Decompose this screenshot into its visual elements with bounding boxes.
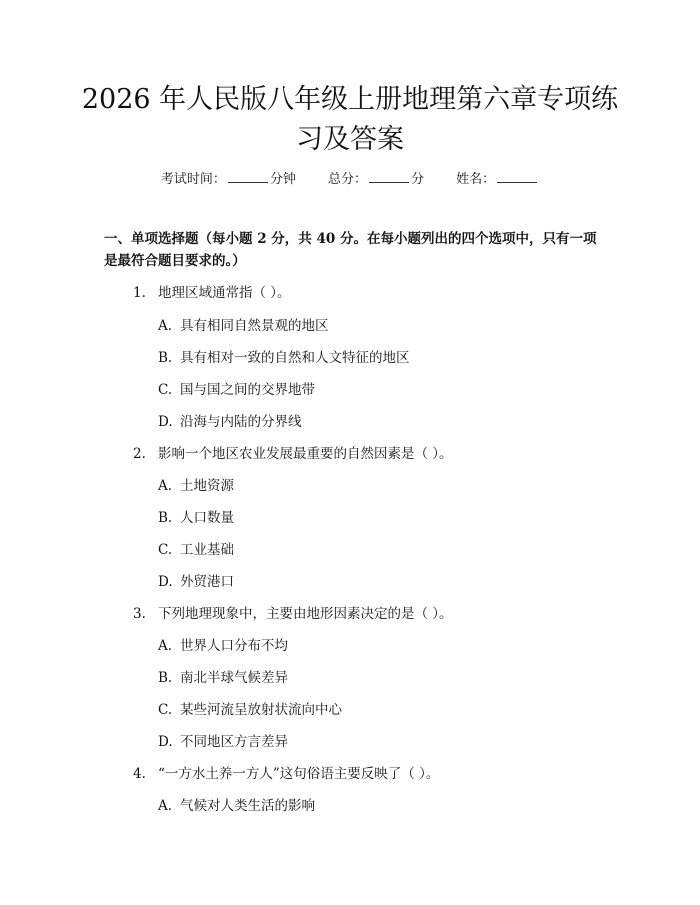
option-text: 某些河流呈放射状流向中心 — [180, 702, 342, 718]
option-letter: C. — [158, 382, 173, 398]
answer-option — [158, 794, 598, 814]
option-text: 外贸港口 — [180, 574, 234, 590]
answer-option — [158, 314, 598, 334]
option-letter: C. — [158, 542, 173, 558]
exam-time-unit: 分钟 — [269, 172, 296, 187]
option-letter: B. — [158, 670, 173, 686]
total-score-label: 总分： — [327, 172, 367, 187]
answer-option — [158, 666, 598, 686]
option-text: 国与国之间的交界地带 — [180, 382, 315, 398]
option-letter: C. — [158, 702, 173, 718]
option-text: 世界人口分布不均 — [180, 638, 288, 654]
question-number: 3. — [133, 606, 146, 622]
exam-info-line — [0, 168, 700, 187]
option-letter: A. — [158, 798, 173, 814]
option-letter: D. — [158, 574, 173, 590]
option-text: 土地资源 — [180, 478, 234, 494]
option-text: 具有相同自然景观的地区 — [180, 318, 329, 334]
question-item — [133, 442, 603, 462]
option-letter: D. — [158, 734, 173, 750]
option-text: 不同地区方言差异 — [180, 734, 288, 750]
answer-option — [158, 474, 598, 494]
answer-option — [158, 410, 598, 430]
answer-option — [158, 378, 598, 398]
student-name-field — [456, 172, 539, 187]
section-heading: 一、单项选择题（每小题 2 分，共 40 分。在每小题列出的四个选项中，只有一项是最符合题目要求的。） — [104, 231, 597, 269]
total-score-unit: 分 — [411, 172, 425, 187]
question-text: 影响一个地区农业发展最重要的自然因素是（ ）。 — [158, 446, 453, 462]
question-text: “一方水土养一方人”这句俗语主要反映了（ ）。 — [158, 766, 440, 782]
option-letter: A. — [158, 318, 173, 334]
question-text: 地理区域通常指（ ）。 — [158, 285, 291, 301]
answer-option — [158, 506, 598, 526]
total-score-field — [328, 172, 424, 187]
student-name-label: 姓名： — [456, 172, 496, 187]
question-number: 1. — [133, 285, 146, 301]
answer-option — [158, 698, 598, 718]
option-text: 人口数量 — [180, 510, 234, 526]
option-text: 具有相对一致的自然和人文特征的地区 — [180, 350, 410, 366]
question-item — [133, 762, 603, 782]
option-text: 南北半球气候差异 — [180, 670, 288, 686]
student-name-blank — [497, 170, 537, 183]
option-text: 沿海与内陆的分界线 — [180, 414, 302, 430]
option-text: 气候对人类生活的影响 — [180, 798, 315, 814]
option-letter: A. — [158, 478, 173, 494]
option-letter: A. — [158, 638, 173, 654]
exam-time-field — [161, 172, 296, 187]
option-letter: D. — [158, 414, 173, 430]
option-letter: B. — [158, 350, 173, 366]
question-number: 2. — [133, 446, 146, 462]
answer-option — [158, 634, 598, 654]
exam-time-blank — [228, 170, 268, 183]
total-score-blank — [369, 170, 409, 183]
question-number: 4. — [133, 766, 146, 782]
question-item — [133, 602, 603, 622]
answer-option — [158, 538, 598, 558]
question-text: 下列地理现象中，主要由地形因素决定的是（ ）。 — [158, 606, 453, 622]
answer-option — [158, 730, 598, 750]
question-item — [133, 281, 603, 301]
answer-option — [158, 346, 598, 366]
exam-time-label: 考试时间： — [160, 172, 226, 187]
option-letter: B. — [158, 510, 173, 526]
option-text: 工业基础 — [180, 542, 234, 558]
document-title: 2026 年人民版八年级上册地理第六章专项练习及答案 — [81, 84, 619, 155]
answer-option — [158, 570, 598, 590]
